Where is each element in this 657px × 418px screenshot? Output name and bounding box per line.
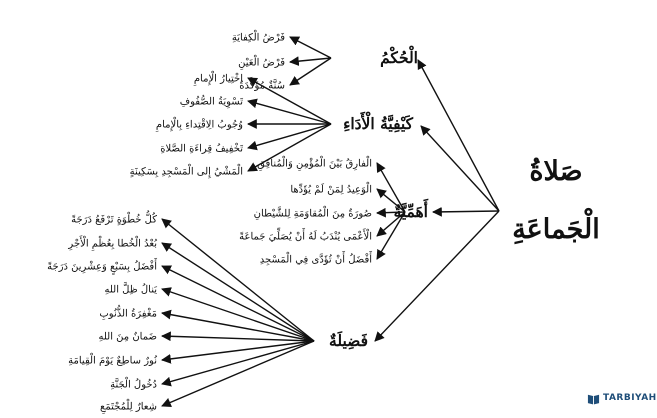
- branch-fadila-leaf-2: أَفْضَلُ بِسَبْعٍ وَعِشْرِينَ دَرَجَةً: [47, 261, 157, 273]
- branch-kayfiyya-leaf-1: تَسْوِيَةُ الصُّفُوفِ: [179, 96, 243, 108]
- root-title-line2: الْجَماعَةِ: [512, 214, 600, 245]
- branch-fadila-leaf-4: مَغْفِرَةُ الذُّنُوبِ: [99, 308, 157, 320]
- root-to-ahammiyya-arrow: [433, 211, 499, 212]
- branch-fadila-leaf-1: بُعْدُ الْخُطا بِعُظْمِ الْأَجْرِ: [68, 238, 157, 250]
- branch-fadila-leaf-3-arrow: [162, 289, 314, 341]
- branch-ahammiyya-leaf-4: أَفْضَلُ أَنْ تُؤَدَّى فِي الْمَسْجِدِ: [259, 254, 372, 266]
- branch-kayfiyya-leaf-1-arrow: [248, 101, 331, 124]
- branch-fadila-leaf-8: شِعارٌ لِلْمُجْتَمَعِ: [100, 401, 157, 413]
- branch-kayfiyya-leaf-3: تَخْفِيفُ قِراءَةِ الصَّلاةِ: [160, 143, 243, 155]
- branch-ahammiyya-leaf-3: الْأَعْمَى يُنْدَبُ لَهُ أَنْ يُصَلِّيَ جَماعَةً: [239, 231, 372, 243]
- branch-ahammiyya-leaf-1: الْوَعِيدُ لِمَنْ لَمْ يُؤَدِّها: [290, 184, 372, 196]
- connectors: [162, 37, 499, 406]
- leaf-labels: [47, 29, 372, 414]
- brand-logo: [587, 391, 657, 405]
- branch-kayfiyya-leaf-3-arrow: [248, 124, 331, 148]
- branch-ahammiyya-leaf-0: الْفارِقُ بَيْنَ الْمُؤْمِنِ وَالْمُنافِقِ: [257, 158, 372, 170]
- branch-fadila-leaf-7-arrow: [162, 341, 314, 384]
- branch-hukm-leaf-0: فَرْضُ الْكِفايَةِ: [231, 32, 285, 44]
- branch-hukm-leaf-2: سُنَّةٌ مُؤَكَّدَةٌ: [239, 80, 285, 92]
- branch-fadila-leaf-6: نُورٌ ساطِعٌ يَوْمَ الْقِيامَةِ: [68, 355, 157, 367]
- branch-fadila-leaf-0: كُلُّ خُطْوَةٍ تَرْفَعُ دَرَجَةً: [71, 214, 157, 226]
- branch-kayfiyya-leaf-4: الْمَشْيُ إِلى الْمَسْجِدِ بِسَكِينَةٍ: [129, 166, 243, 178]
- branch-kayfiyya-leaf-2: وُجُوبُ الِاقْتِداءِ بِالْإِمامِ: [155, 119, 243, 131]
- branch-fadila-leaf-3: يَنالُ ظِلَّ اللهِ: [104, 284, 157, 296]
- root-title-line1: صَلاةُ: [529, 156, 583, 187]
- branch-fadila-label: فَضِيلَةٌ: [329, 331, 368, 350]
- branch-hukm-leaf-1: فَرْضُ الْعَيْنِ: [238, 57, 285, 69]
- branch-fadila-leaf-2-arrow: [162, 266, 314, 341]
- branch-ahammiyya-leaf-2: صُورَةٌ مِنَ الْمُقاوَمَةِ لِلشَّيْطانِ: [253, 208, 372, 220]
- branch-hukm-leaf-0-arrow: [290, 37, 331, 58]
- branch-fadila-leaf-5: ضَمانٌ مِنَ اللهِ: [98, 331, 157, 343]
- branch-labels: [329, 45, 429, 351]
- brand-name: TARBIYAH: [603, 393, 657, 403]
- book-icon: [587, 392, 600, 405]
- branch-kayfiyya-label: كَيْفِيَّةُ الْأَدَاءِ: [343, 114, 413, 133]
- branch-fadila-leaf-7: دُخُولُ الْجَنَّةِ: [110, 379, 157, 391]
- branch-kayfiyya-leaf-0: اخْتِيارُ الْإِمامِ: [193, 73, 243, 85]
- branch-hukm-label: الْحُكْمُ: [380, 48, 418, 67]
- branch-ahammiyya-label: أَهَمِّيَّةٌ: [393, 202, 428, 221]
